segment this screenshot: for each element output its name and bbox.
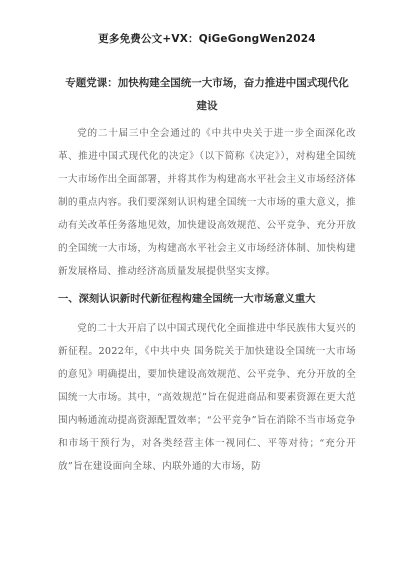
section-1-paragraph: 党的二十大开启了以中国式现代化全面推进中华民族伟大复兴的新征程。2022年，《中共中央 国务院关于加快建设全国统一大市场的意见》明确提出，要加快建设高效规范、公平竞争、充分开放的全国统一大市场。其中，“高效规范”旨在促进商品和要素资源在更大范围内畅通流动提高资源配置效率；“公平竞争”旨在消除不当市场竞争和市场干预行为，对各类经营主体一视同仁、平等对待；“充分开放”旨在建设面向全球、内联外通的大市场，防: [58, 323, 356, 472]
intro-paragraph: 党的二十届三中全会通过的《中共中央关于进一步全面深化改革、推进中国式现代化的决定》（以下简称《决定》），对构建全国统一大市场作出全面部署，并将其作为构建高水平社会主义市场经济体制的重点内容。我们要深刻认识构建全国统一大市场的重大意义，推动有关改革任务落地见效，加快建设高效规范、公平竞争、充分开放的全国统一大市场，为构建高水平社会主义市场经济体制、加快构建新发展格局、推动经济高质量发展提供坚实支撑。: [58, 128, 356, 277]
document-title: 专题党课：加快构建全国统一大市场，奋力推进中国式现代化建设: [65, 77, 349, 112]
watermark-header: 更多免费公文+VX：QiGeGongWen2024: [98, 33, 316, 45]
section-heading-1: 一、深刻认识新时代新征程构建全国统一大市场意义重大: [58, 293, 316, 305]
